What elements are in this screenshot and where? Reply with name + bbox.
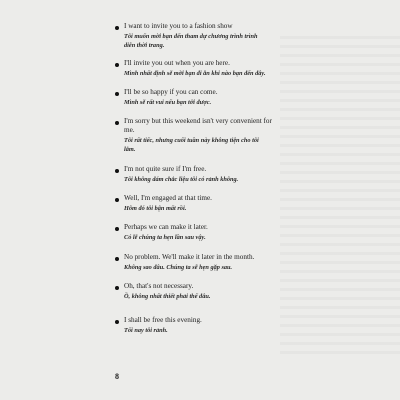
english-phrase: I want to invite you to a fashion show: [124, 22, 233, 30]
page-number: 8: [115, 372, 119, 381]
bullet-icon: [115, 92, 119, 96]
vietnamese-translation: Tôi muốn mời bạn đến tham dự chương trình trình diễn thời trang.: [124, 33, 258, 49]
list-item: [115, 22, 305, 50]
english-phrase: I shall be free this evening.: [124, 316, 202, 324]
list-item: [115, 88, 305, 108]
list-item: [115, 316, 305, 336]
english-phrase: Perhaps we can make it later.: [124, 223, 208, 231]
english-phrase: I'm sorry but this weekend isn't very convenient for me.: [124, 117, 272, 134]
bullet-icon: [115, 169, 119, 173]
list-item: [115, 194, 305, 214]
bullet-icon: [115, 286, 119, 290]
list-item: [115, 59, 305, 79]
bullet-icon: [115, 121, 119, 125]
english-phrase: I'll invite you out when you are here.: [124, 59, 230, 67]
list-item: [115, 165, 305, 185]
english-phrase: Oh, that's not necessary.: [124, 282, 194, 290]
list-item: [115, 282, 305, 302]
bullet-icon: [115, 257, 119, 261]
vietnamese-translation: Tôi rất tiếc, nhưng cuối tuần này không tiện cho tôi lắm.: [124, 137, 259, 153]
english-phrase: No problem. We'll make it later in the month.: [124, 253, 255, 261]
english-phrase: Well, I'm engaged at that time.: [124, 194, 212, 202]
english-phrase: I'm not quite sure if I'm free.: [124, 165, 207, 173]
vietnamese-translation: Hôm đó tôi bận mất rồi.: [124, 205, 187, 212]
list-item: [115, 223, 305, 243]
bullet-icon: [115, 320, 119, 324]
vietnamese-translation: Có lẽ chúng ta hẹn lần sau vậy.: [124, 234, 206, 241]
vietnamese-translation: Tôi không dám chắc liệu tôi có rảnh không.: [124, 176, 239, 183]
list-item: [115, 117, 305, 154]
bullet-icon: [115, 198, 119, 202]
english-phrase: I'll be so happy if you can come.: [124, 88, 218, 96]
vietnamese-translation: Không sao đâu. Chúng ta sẽ hẹn gặp sau.: [124, 264, 233, 271]
bullet-icon: [115, 26, 119, 30]
bullet-icon: [115, 227, 119, 231]
vietnamese-translation: Mình sẽ rất vui nếu bạn tới được.: [124, 99, 212, 106]
bullet-icon: [115, 63, 119, 67]
vietnamese-translation: Tối nay tôi rảnh.: [124, 327, 168, 334]
vietnamese-translation: Mình nhất định sẽ mời bạn đi ăn khi nào bạn đến đây.: [124, 70, 266, 77]
list-item: [115, 253, 305, 273]
vietnamese-translation: Ồ, không nhất thiết phải thế đâu.: [124, 293, 211, 300]
